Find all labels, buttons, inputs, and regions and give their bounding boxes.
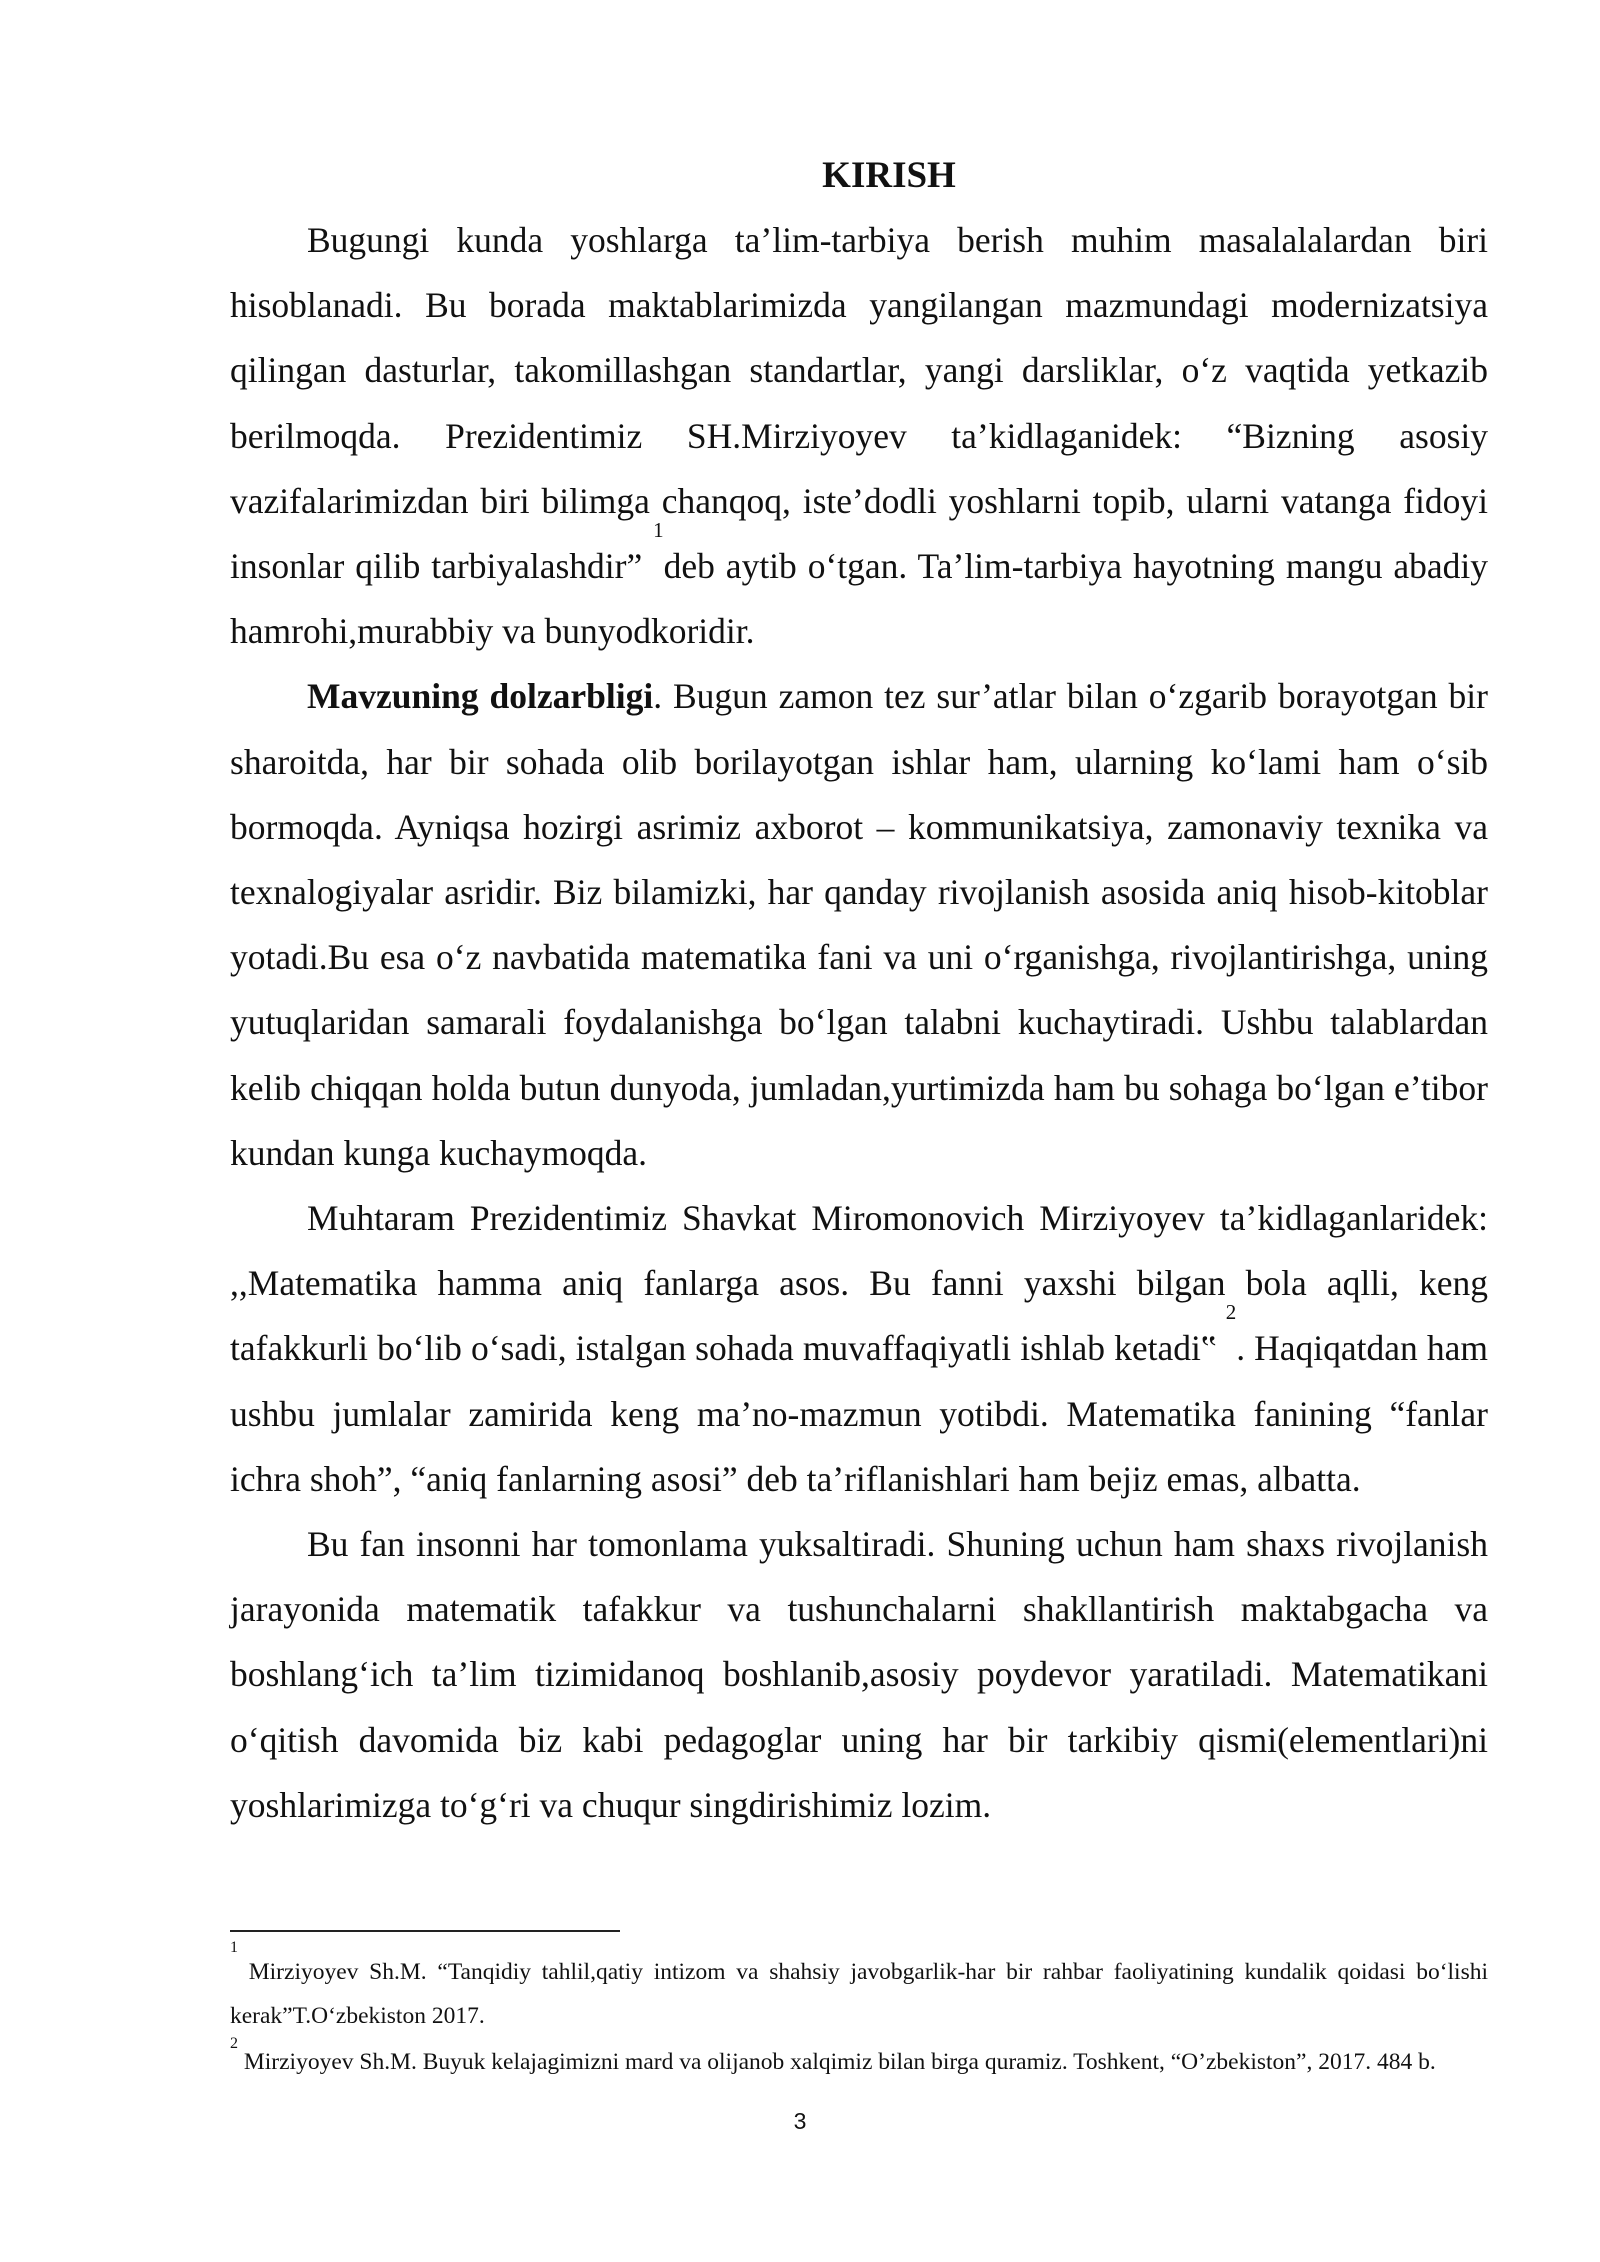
paragraph-text: deb aytib o‘tgan. Ta’lim-tarbiya hayotning mangu abadiy hamrohi,murabbiy va bunyodkoridir. xyxy=(230,546,1488,652)
footnote-mark: 2 xyxy=(230,2035,238,2052)
paragraph-text: Muhtaram Prezidentimiz Shavkat Miromonovich Mirziyoyev ta’kidlaganlaridek: ,,Matematika hamma aniq fanlarga asos. Bu fanni yaxshi bilgan bola aqlli, keng tafakkurli bo‘lib o‘sadi, istalgan sohada muvaffaqiyatli ishlab ketadi‟ xyxy=(230,1198,1488,1369)
footnote-text: Mirziyoyev Sh.M. “Tanqidiy tahlil,qatiy intizom va shahsiy javobgarlik-har bir rahbar faoliyatining kundalik qoidasi bo‘lishi kerak”T.O‘zbekiston 2017. xyxy=(230,1959,1488,2029)
footnote-separator xyxy=(230,1930,620,1932)
footnote-mark: 1 xyxy=(230,1939,238,1956)
footnote-ref-1[interactable]: 1 xyxy=(653,518,664,543)
paragraph-president-quote xyxy=(230,1186,1488,1512)
page-title: KIRISH xyxy=(822,155,956,196)
footnotes xyxy=(230,1939,1488,2079)
footnote-1 xyxy=(230,1939,1488,2038)
footnote-2 xyxy=(230,2035,1488,2079)
paragraph-text: . Bugun zamon tez sur’atlar bilan o‘zgarib borayotgan bir sharoitda, har bir sohada olib borilayotgan ishlar ham, ularning ko‘lami ham o‘sib bormoqda. Ayniqsa hozirgi asrimiz axborot – kommunikatsiya, zamonaviy texnika va texnalogiyalar asridir. Biz bilamizki, har qanday rivojlanish asosida aniq hisob-kitoblar yotadi.Bu esa o‘z navbatida matematika fani va uni o‘rganishga, rivojlantirishga, uning yutuqlaridan samarali foydalanishga bo‘lgan talabni kuchaytiradi. Ushbu talablardan kelib chiqqan holda butun dunyoda, jumladan,yurtimizda ham bu sohaga bo‘lgan e’tibor kundan kunga kuchaymoqda. xyxy=(230,676,1488,1173)
section-lead: Mavzuning dolzarbligi xyxy=(307,676,654,717)
paragraph-text: Bugungi kunda yoshlarga ta’lim-tarbiya berish muhim masalalalardan biri hisoblanadi. Bu borada maktablarimizda yangilangan mazmundagi modernizatsiya qilingan dasturlar, takomillashgan standartlar, yangi darsliklar, o‘z vaqtida yetkazib berilmoqda. Prezidentimiz SH.Mirziyoyev ta’kidlaganidek: “Bizning asosiy vazifalarimizdan biri bilimga chanqoq, iste’dodli yoshlarni topib, ularni vatanga fidoyi insonlar qilib tarbiyalashdir” xyxy=(230,220,1488,587)
body-text xyxy=(230,144,1488,1838)
footnote-text: Mirziyoyev Sh.M. Buyuk kelajagimizni mard va olijanob xalqimiz bilan birga quramiz. Toshkent, “O’zbekiston”, 2017. 484 b. xyxy=(238,2049,1436,2075)
footnote-ref-2[interactable]: 2 xyxy=(1225,1300,1237,1325)
paragraph-intro xyxy=(230,208,1488,664)
page-number: 3 xyxy=(793,2108,807,2134)
paragraph-relevance xyxy=(230,664,1488,1186)
paragraph-development xyxy=(230,1512,1488,1838)
paragraph-text: . Haqiqatdan ham ushbu jumlalar zamirida keng ma’no-mazmun yotibdi. Matematika fanining “fanlar ichra shoh”, “aniq fanlarning asosi” deb ta’riflanishlari ham bejiz emas, albatta. xyxy=(230,1328,1488,1499)
paragraph-text: Bu fan insonni har tomonlama yuksaltiradi. Shuning uchun ham shaxs rivojlanish jarayonida matematik tafakkur va tushunchalarni shakllantirish maktabgacha va boshlang‘ich ta’lim tizimidanoq boshlanib,asosiy poydevor yaratiladi. Matematikani o‘qitish davomida biz kabi pedagoglar uning har bir tarkibiy qismi(elementlari)ni yoshlarimizga to‘g‘ri va chuqur singdirishimiz lozim. xyxy=(230,1524,1488,1825)
